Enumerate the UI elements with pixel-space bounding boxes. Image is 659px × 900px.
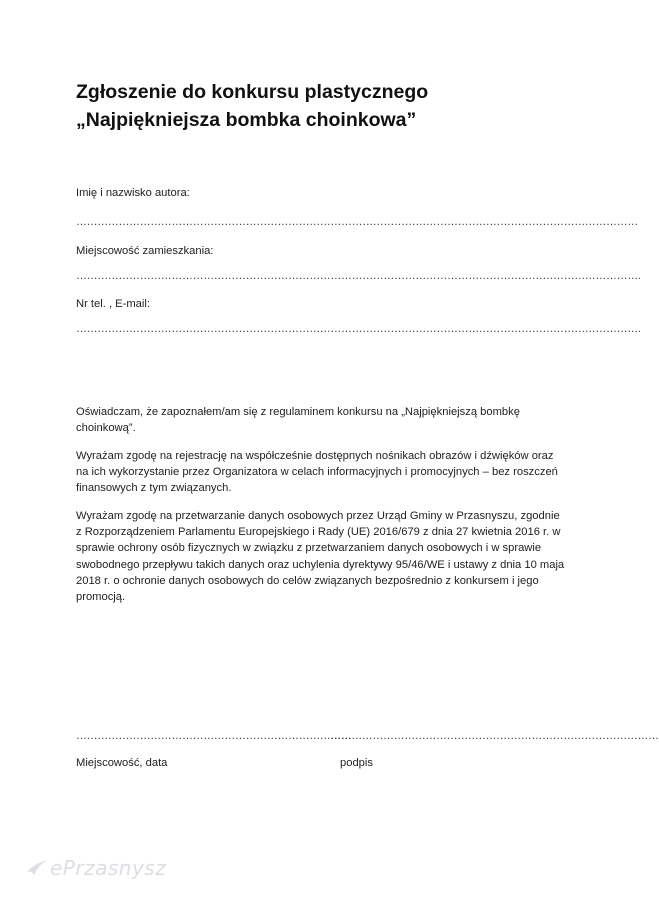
place-date-field[interactable]: …………………………………………………………………… xyxy=(76,730,352,742)
signature-field[interactable]: ………………………………………………………………………………… xyxy=(330,730,659,742)
data-processing-consent: Wyrażam zgodę na przetwarzanie danych osobowych przez Urząd Gminy w Przasnyszu, zgodnie z Rozporządzeniem Parlamentu Europejskiego i Rady (UE) 2016/679 z dnia 27 kwietnia 2016 r. w sprawie ochrony osób fizycznych w związku z przetwarzaniem danych osobowych i w sprawie swobodnego przepływu takich danych oraz uchylenia dyrektywy 95/46/WE i ustawy z dnia 10 maja 2018 r. o ochronie danych osobowych do celów związanych bezpośrednio z konkursem i jego promocją. xyxy=(76,510,565,604)
star-swoosh-icon xyxy=(26,858,48,878)
regulations-statement: Oświadczam, że zapoznałem/am się z regulaminem konkursu na „Najpiękniejszą bombkę choinkową”. xyxy=(76,406,520,435)
contact-label: Nr tel. , E-mail: xyxy=(76,298,150,310)
watermark-text: ePrzasnysz xyxy=(50,856,167,880)
signature-label: podpis xyxy=(340,757,373,769)
media-consent: Wyrażam zgodę na rejestrację na współcześnie dostępnych nośnikach obrazów i dźwięków oraz na ich wykorzystanie przez Organizatora w celach informacyjnych i promocyjnych – bez roszczeń finansowych z tym związanych. xyxy=(76,450,558,495)
author-name-field[interactable]: …………………………………………………………………………………………………………………………………………… xyxy=(76,216,638,228)
contact-field[interactable]: ……………………………………………………………………………………………………………………………………………. xyxy=(76,323,641,335)
residence-label: Miejscowość zamieszkania: xyxy=(76,245,214,257)
page-title: Zgłoszenie do konkursu plastycznego „Najpiękniejsza bombka choinkowa” xyxy=(76,81,429,131)
author-name-label: Imię i nazwisko autora: xyxy=(76,187,190,199)
watermark xyxy=(26,856,166,880)
residence-field[interactable]: ……………………………………………………………………………………………………………………………………………. xyxy=(76,270,641,282)
place-date-label: Miejscowość, data xyxy=(76,757,168,769)
